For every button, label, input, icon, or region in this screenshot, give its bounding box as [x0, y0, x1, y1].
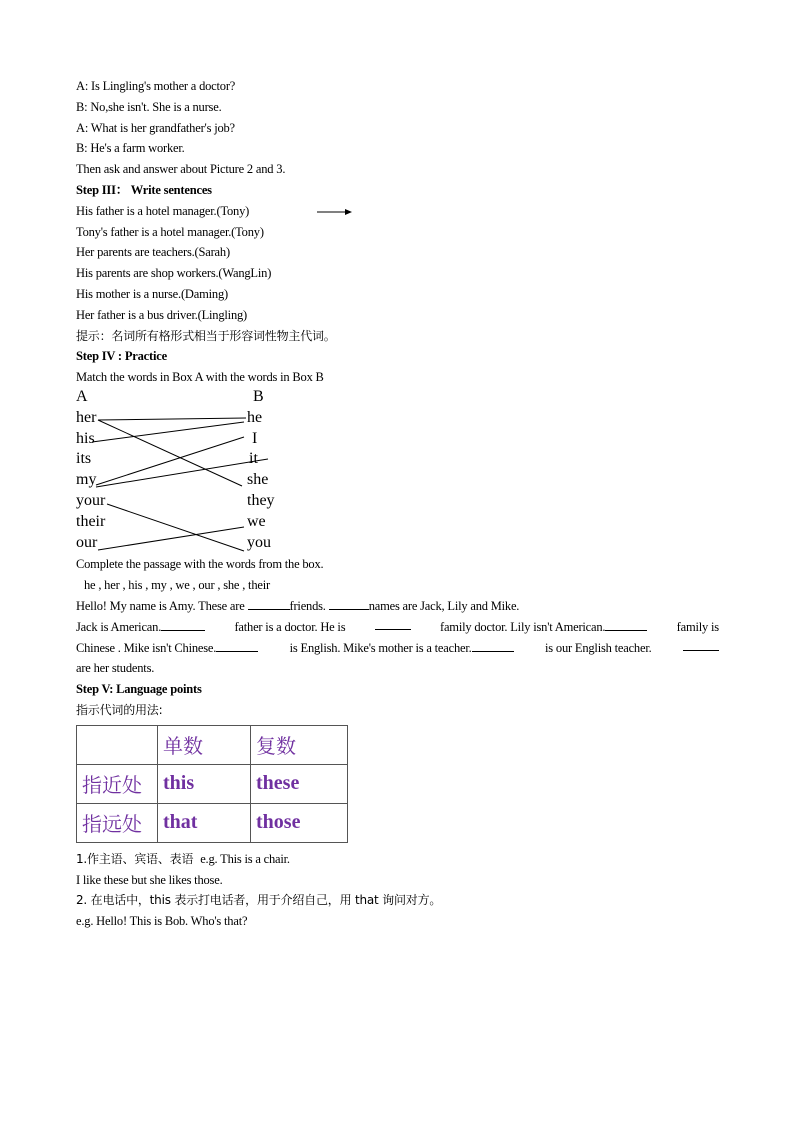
word-b: I	[252, 429, 258, 447]
blank-field[interactable]	[216, 639, 258, 652]
match-line	[96, 437, 244, 485]
passage-text: names are Jack, Lily and Mike.	[368, 598, 520, 613]
table-cell: that	[158, 803, 251, 842]
passage-text: is English. Mike's mother is a teacher.	[289, 640, 472, 655]
word-a: my	[76, 471, 97, 489]
passage-line	[76, 638, 719, 659]
table-cell: these	[251, 764, 348, 803]
dialogue-line: A: Is Lingling's mother a doctor?	[76, 79, 236, 93]
blank-field[interactable]	[329, 597, 369, 610]
matching-lines	[76, 388, 336, 554]
word-b: they	[247, 491, 275, 509]
dialogue-line: A: What is her grandfather's job?	[76, 120, 235, 135]
blank-field[interactable]	[472, 639, 514, 652]
col-a-header: A	[76, 387, 88, 405]
passage-text: Chinese . Mike isn't Chinese.	[76, 640, 217, 655]
sentence-line: Tony's father is a hotel manager.(Tony)	[76, 224, 264, 239]
blank-field[interactable]	[248, 597, 290, 610]
note-text: 1.作主语、宾语、表语	[76, 851, 194, 866]
step5-title: Step V: Language points	[76, 682, 202, 697]
sentence-text: His father is a hotel manager.(Tony)	[76, 203, 250, 218]
table-cell: 指远处	[77, 803, 158, 842]
passage-text: friends.	[289, 598, 326, 613]
note-text: e.g. This is a chair.	[200, 851, 290, 866]
table-cell	[77, 725, 158, 764]
word-b: he	[247, 408, 263, 426]
dialogue-line: Then ask and answer about Picture 2 and 3.	[76, 162, 286, 177]
blank-field[interactable]	[375, 617, 411, 630]
sentence-line: Her father is a bus driver.(Lingling)	[76, 307, 248, 322]
passage-line	[76, 596, 719, 617]
tip-line: 提示：名词所有格形式相当于形容词性物主代词。	[76, 328, 336, 343]
passage-instruction: Complete the passage with the words from the box.	[76, 557, 324, 572]
blank-field[interactable]	[683, 638, 719, 651]
match-line	[107, 504, 244, 551]
table-cell: 复数	[251, 725, 348, 764]
sentence-line	[76, 201, 719, 222]
table-cell: 单数	[158, 725, 251, 764]
table-row	[77, 803, 348, 842]
match-instruction: Match the words in Box A with the words in Box B	[76, 370, 324, 385]
col-b-header: B	[253, 387, 264, 405]
demonstrative-table	[76, 725, 348, 843]
word-a: our	[76, 533, 98, 551]
note-line	[76, 849, 719, 870]
word-b: she	[247, 471, 269, 489]
sentence-line: His parents are shop workers.(WangLin)	[76, 266, 272, 281]
dialogue-line: B: He's a farm worker.	[76, 141, 185, 156]
passage-text: Hello! My name is Amy. These are	[76, 598, 245, 613]
note-line: I like these but she likes those.	[76, 872, 223, 887]
blank-field[interactable]	[161, 618, 205, 631]
step5-subtitle: 指示代词的用法:	[76, 702, 163, 717]
arrow-right-icon	[76, 201, 719, 222]
word-a: her	[76, 408, 97, 426]
match-line	[98, 527, 244, 550]
blank-field[interactable]	[605, 618, 647, 631]
table-cell: those	[251, 803, 348, 842]
word-a: its	[76, 450, 92, 468]
match-line	[92, 422, 244, 442]
word-a: their	[76, 512, 106, 530]
match-line	[98, 418, 246, 420]
matching-box	[76, 388, 719, 554]
match-line	[96, 459, 268, 487]
step4-title: Step IV : Practice	[76, 349, 167, 364]
dialogue-line: B: No,she isn't. She is a nurse.	[76, 99, 222, 114]
sentence-line: His mother is a nurse.(Daming)	[76, 286, 228, 301]
word-b: we	[247, 512, 266, 530]
passage-text: is our English teacher.	[545, 640, 652, 655]
word-b: it	[249, 450, 258, 468]
table-cell: 指近处	[77, 764, 158, 803]
sentence-line: Her parents are teachers.(Sarah)	[76, 245, 230, 260]
match-line	[98, 420, 242, 486]
passage-text: family is	[676, 619, 719, 634]
step3-title: Step III： Write sentences	[76, 182, 212, 197]
note-line: 2. 在电话中，this 表示打电话者，用于介绍自己，用 that 询问对方。	[76, 893, 442, 908]
passage-line	[76, 617, 719, 638]
word-a: his	[76, 429, 95, 447]
table-row	[77, 725, 348, 764]
word-a: your	[76, 491, 106, 509]
table-row	[77, 764, 348, 803]
passage-text: Jack is American.	[76, 619, 162, 634]
word-box: he , her , his , my , we , our , she , their	[84, 578, 270, 593]
table-cell: this	[158, 764, 251, 803]
word-b: you	[247, 533, 271, 551]
passage-text: family doctor. Lily isn't American.	[440, 619, 606, 634]
note-line: e.g. Hello! This is Bob. Who's that?	[76, 914, 248, 929]
worksheet-page	[76, 76, 719, 932]
passage-text: father is a doctor. He is	[234, 619, 346, 634]
passage-line: are her students.	[76, 661, 155, 676]
